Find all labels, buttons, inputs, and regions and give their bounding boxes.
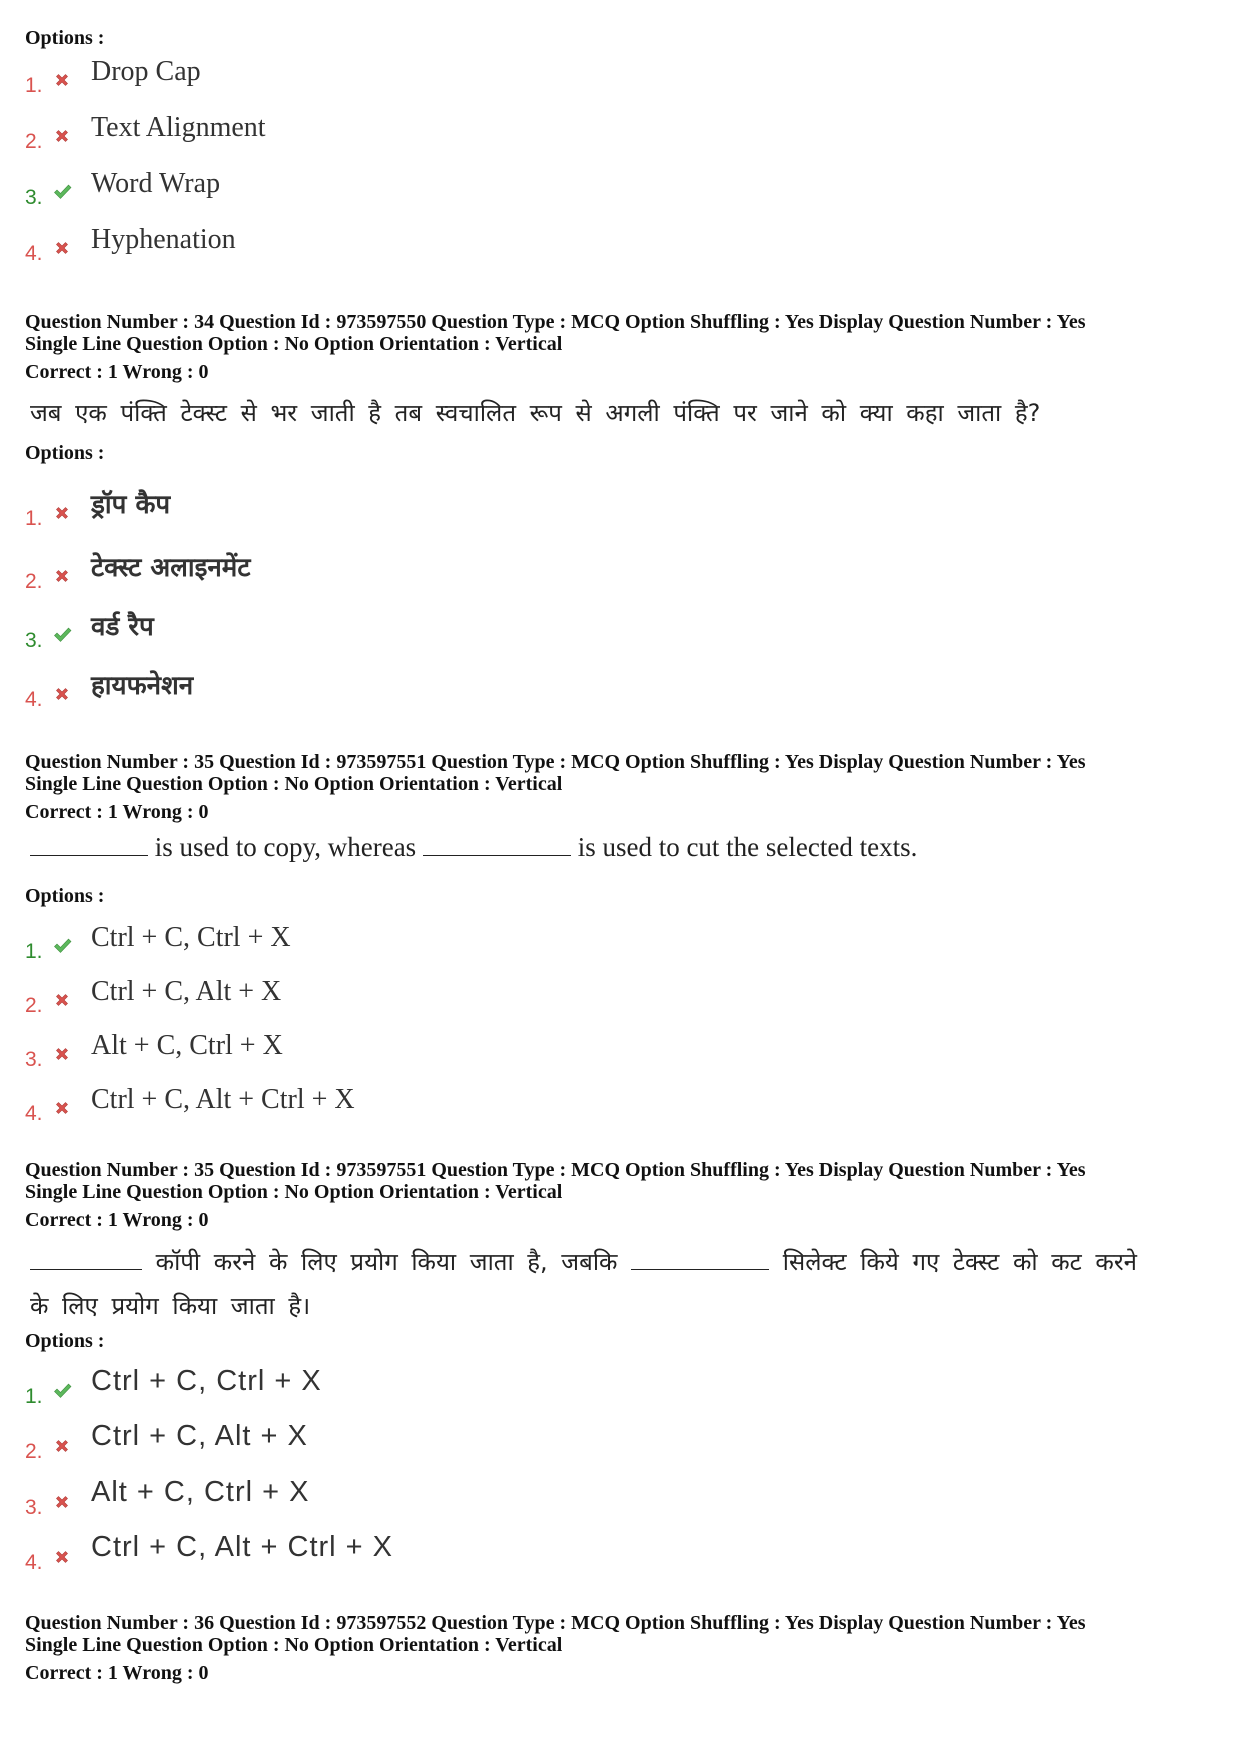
option-number: 1. <box>25 74 43 97</box>
question-meta-line2: Single Line Question Option : No Option Orientation : Vertical <box>25 333 563 355</box>
wrong-cross-icon <box>52 70 72 90</box>
options-title: Options : <box>25 442 105 464</box>
option-number: 2. <box>25 130 43 153</box>
options-title: Options : <box>25 27 105 49</box>
option-number: 1. <box>25 1385 43 1408</box>
question-text: जब एक पंक्ति टेक्स्ट से भर जाती है तब स्वचालित रूप से अगली पंक्ति पर जाने को क्या कहा जाता है? <box>30 399 1041 427</box>
option-label: Alt + C, Ctrl + X <box>91 1030 283 1061</box>
wrong-cross-icon <box>52 990 72 1010</box>
option-label: Hyphenation <box>91 224 236 255</box>
option-number: 4. <box>25 1102 43 1125</box>
marks-info: Correct : 1 Wrong : 0 <box>25 1662 209 1684</box>
question-meta-line2: Single Line Question Option : No Option Orientation : Vertical <box>25 1634 563 1656</box>
options-title: Options : <box>25 1330 105 1352</box>
wrong-cross-icon <box>52 503 72 523</box>
question-meta-line2: Single Line Question Option : No Option Orientation : Vertical <box>25 773 563 795</box>
wrong-cross-icon <box>52 1492 72 1512</box>
option-number: 3. <box>25 1496 43 1519</box>
correct-check-icon <box>52 1381 72 1401</box>
answer-blank <box>30 1245 142 1270</box>
marks-info: Correct : 1 Wrong : 0 <box>25 361 209 383</box>
wrong-cross-icon <box>52 1547 72 1567</box>
option-number: 3. <box>25 186 43 209</box>
wrong-cross-icon <box>52 1098 72 1118</box>
question-text-part1: कॉपी करने के लिए प्रयोग किया जाता है, जबकि <box>155 1248 618 1276</box>
correct-check-icon <box>52 182 72 202</box>
question-text-line2: के लिए प्रयोग किया जाता है। <box>30 1292 311 1320</box>
option-label: Alt + C, Ctrl + X <box>91 1476 310 1508</box>
option-number: 2. <box>25 994 43 1017</box>
question-meta: Question Number : 34 Question Id : 973597550 Question Type : MCQ Option Shuffling : Yes Display Question Number : Yes <box>25 311 1086 333</box>
option-label: Ctrl + C, Alt + X <box>91 976 282 1007</box>
answer-blank <box>423 831 571 856</box>
option-label: Ctrl + C, Ctrl + X <box>91 922 291 953</box>
wrong-cross-icon <box>52 1436 72 1456</box>
option-number: 1. <box>25 940 43 963</box>
wrong-cross-icon <box>52 238 72 258</box>
option-label: Text Alignment <box>91 112 266 143</box>
option-label: हायफनेशन <box>91 671 194 701</box>
option-number: 1. <box>25 507 43 530</box>
question-meta: Question Number : 36 Question Id : 973597552 Question Type : MCQ Option Shuffling : Yes Display Question Number : Yes <box>25 1612 1086 1634</box>
options-title: Options : <box>25 885 105 907</box>
option-number: 2. <box>25 570 43 593</box>
option-label: Ctrl + C, Alt + Ctrl + X <box>91 1531 393 1563</box>
question-text-part2: सिलेक्ट किये गए टेक्स्ट को कट करने <box>782 1248 1137 1276</box>
wrong-cross-icon <box>52 126 72 146</box>
wrong-cross-icon <box>52 684 72 704</box>
question-meta: Question Number : 35 Question Id : 973597551 Question Type : MCQ Option Shuffling : Yes Display Question Number : Yes <box>25 1159 1086 1181</box>
question-text <box>30 826 1210 868</box>
question-text <box>30 1240 1210 1328</box>
marks-info: Correct : 1 Wrong : 0 <box>25 801 209 823</box>
option-number: 4. <box>25 1551 43 1574</box>
option-label: Ctrl + C, Ctrl + X <box>91 1365 322 1397</box>
option-number: 2. <box>25 1440 43 1463</box>
wrong-cross-icon <box>52 566 72 586</box>
answer-blank <box>631 1245 769 1270</box>
option-number: 3. <box>25 629 43 652</box>
question-meta: Question Number : 35 Question Id : 973597551 Question Type : MCQ Option Shuffling : Yes Display Question Number : Yes <box>25 751 1086 773</box>
option-label: Word Wrap <box>91 168 221 199</box>
option-number: 3. <box>25 1048 43 1071</box>
answer-blank <box>30 831 148 856</box>
option-label: Ctrl + C, Alt + Ctrl + X <box>91 1084 355 1115</box>
question-meta-line2: Single Line Question Option : No Option Orientation : Vertical <box>25 1181 563 1203</box>
marks-info: Correct : 1 Wrong : 0 <box>25 1209 209 1231</box>
option-label: टेक्स्ट अलाइनमेंट <box>91 553 251 583</box>
option-label: ड्रॉप कैप <box>91 490 171 520</box>
question-text-part2: is used to cut the selected texts. <box>577 832 918 862</box>
option-label: Ctrl + C, Alt + X <box>91 1420 308 1452</box>
question-text-part1: is used to copy, whereas <box>154 832 417 862</box>
wrong-cross-icon <box>52 1044 72 1064</box>
option-number: 4. <box>25 242 43 265</box>
correct-check-icon <box>52 936 72 956</box>
correct-check-icon <box>52 625 72 645</box>
option-number: 4. <box>25 688 43 711</box>
option-label: Drop Cap <box>91 56 201 87</box>
option-label: वर्ड रैप <box>91 612 154 642</box>
